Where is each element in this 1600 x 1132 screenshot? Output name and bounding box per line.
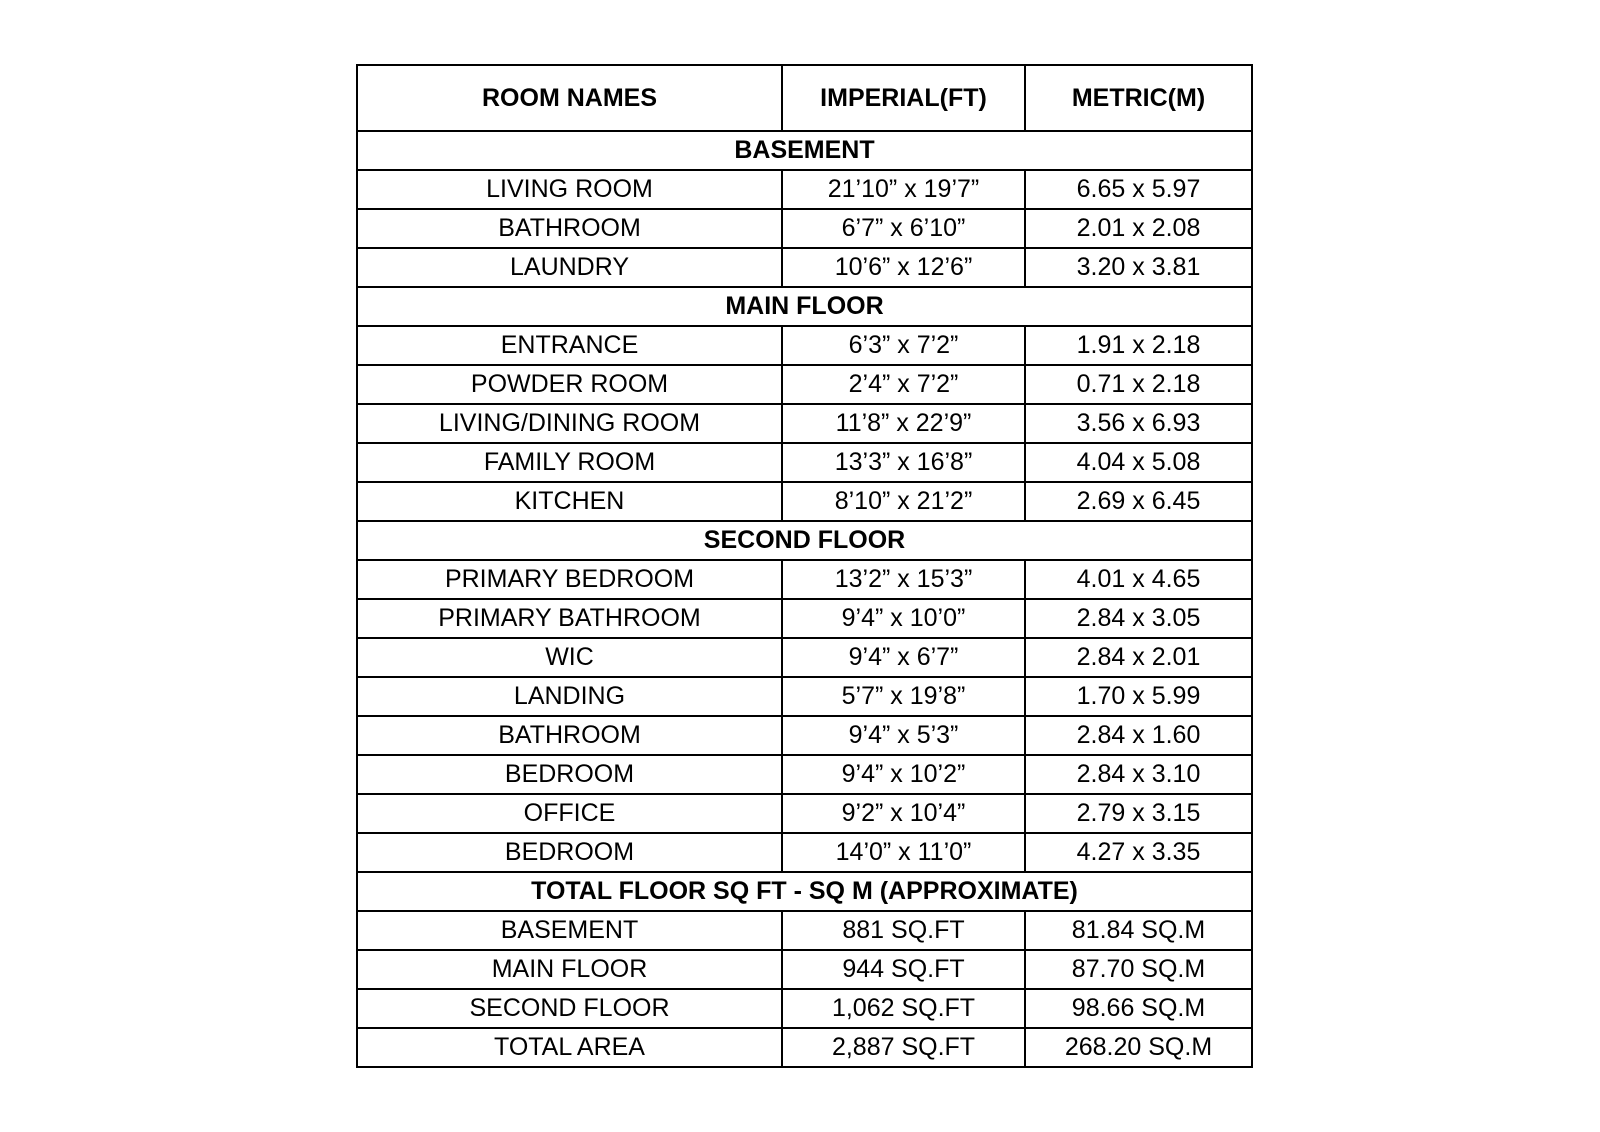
- room-name: POWDER ROOM: [357, 365, 782, 404]
- imperial-value: 13’2” x 15’3”: [782, 560, 1025, 599]
- room-name: BEDROOM: [357, 833, 782, 872]
- section-row-second-floor: [357, 521, 1252, 560]
- imperial-value: 13’3” x 16’8”: [782, 443, 1025, 482]
- imperial-value: 9’4” x 5’3”: [782, 716, 1025, 755]
- imperial-value: 10’6” x 12’6”: [782, 248, 1025, 287]
- table-row: [357, 950, 1252, 989]
- imperial-value: 881 SQ.FT: [782, 911, 1025, 950]
- section-title: SECOND FLOOR: [357, 521, 1252, 560]
- imperial-value: 2’4” x 7’2”: [782, 365, 1025, 404]
- room-name: BATHROOM: [357, 716, 782, 755]
- metric-value: 0.71 x 2.18: [1025, 365, 1252, 404]
- metric-value: 268.20 SQ.M: [1025, 1028, 1252, 1067]
- header-metric: METRIC(M): [1025, 65, 1252, 131]
- table-row: [357, 677, 1252, 716]
- imperial-value: 6’3” x 7’2”: [782, 326, 1025, 365]
- metric-value: 3.20 x 3.81: [1025, 248, 1252, 287]
- metric-value: 1.91 x 2.18: [1025, 326, 1252, 365]
- section-title: MAIN FLOOR: [357, 287, 1252, 326]
- metric-value: 2.69 x 6.45: [1025, 482, 1252, 521]
- metric-value: 2.79 x 3.15: [1025, 794, 1252, 833]
- room-name: LIVING ROOM: [357, 170, 782, 209]
- section-row-main-floor: [357, 287, 1252, 326]
- room-name: SECOND FLOOR: [357, 989, 782, 1028]
- room-name: PRIMARY BEDROOM: [357, 560, 782, 599]
- metric-value: 2.84 x 2.01: [1025, 638, 1252, 677]
- imperial-value: 9’4” x 10’2”: [782, 755, 1025, 794]
- table-row: [357, 170, 1252, 209]
- imperial-value: 9’4” x 10’0”: [782, 599, 1025, 638]
- header-room-names: ROOM NAMES: [357, 65, 782, 131]
- metric-value: 6.65 x 5.97: [1025, 170, 1252, 209]
- table-row: [357, 599, 1252, 638]
- room-name: PRIMARY BATHROOM: [357, 599, 782, 638]
- section-row-totals: [357, 872, 1252, 911]
- room-name: WIC: [357, 638, 782, 677]
- metric-value: 4.01 x 4.65: [1025, 560, 1252, 599]
- room-name: BASEMENT: [357, 911, 782, 950]
- room-dimensions-table: [356, 64, 1253, 1068]
- table-row: [357, 716, 1252, 755]
- metric-value: 2.01 x 2.08: [1025, 209, 1252, 248]
- room-name: OFFICE: [357, 794, 782, 833]
- metric-value: 1.70 x 5.99: [1025, 677, 1252, 716]
- imperial-value: 5’7” x 19’8”: [782, 677, 1025, 716]
- imperial-value: 21’10” x 19’7”: [782, 170, 1025, 209]
- table-row: [357, 1028, 1252, 1067]
- room-name: LAUNDRY: [357, 248, 782, 287]
- table-row: [357, 794, 1252, 833]
- room-name: TOTAL AREA: [357, 1028, 782, 1067]
- table-row: [357, 209, 1252, 248]
- room-name: KITCHEN: [357, 482, 782, 521]
- room-name: MAIN FLOOR: [357, 950, 782, 989]
- table-row: [357, 638, 1252, 677]
- imperial-value: 6’7” x 6’10”: [782, 209, 1025, 248]
- table-row: [357, 248, 1252, 287]
- metric-value: 3.56 x 6.93: [1025, 404, 1252, 443]
- metric-value: 2.84 x 3.10: [1025, 755, 1252, 794]
- table-row: [357, 404, 1252, 443]
- table-row: [357, 833, 1252, 872]
- section-title: BASEMENT: [357, 131, 1252, 170]
- imperial-value: 14’0” x 11’0”: [782, 833, 1025, 872]
- metric-value: 2.84 x 3.05: [1025, 599, 1252, 638]
- metric-value: 2.84 x 1.60: [1025, 716, 1252, 755]
- table-row: [357, 911, 1252, 950]
- metric-value: 4.27 x 3.35: [1025, 833, 1252, 872]
- room-name: BEDROOM: [357, 755, 782, 794]
- section-title: TOTAL FLOOR SQ FT - SQ M (APPROXIMATE): [357, 872, 1252, 911]
- room-name: LIVING/DINING ROOM: [357, 404, 782, 443]
- room-name: ENTRANCE: [357, 326, 782, 365]
- imperial-value: 944 SQ.FT: [782, 950, 1025, 989]
- imperial-value: 11’8” x 22’9”: [782, 404, 1025, 443]
- room-name: BATHROOM: [357, 209, 782, 248]
- table-row: [357, 326, 1252, 365]
- table-row: [357, 989, 1252, 1028]
- metric-value: 87.70 SQ.M: [1025, 950, 1252, 989]
- section-row-basement: [357, 131, 1252, 170]
- metric-value: 81.84 SQ.M: [1025, 911, 1252, 950]
- imperial-value: 1,062 SQ.FT: [782, 989, 1025, 1028]
- room-name: LANDING: [357, 677, 782, 716]
- table-row: [357, 755, 1252, 794]
- imperial-value: 8’10” x 21’2”: [782, 482, 1025, 521]
- room-name: FAMILY ROOM: [357, 443, 782, 482]
- imperial-value: 9’2” x 10’4”: [782, 794, 1025, 833]
- table-row: [357, 365, 1252, 404]
- imperial-value: 2,887 SQ.FT: [782, 1028, 1025, 1067]
- table-row: [357, 443, 1252, 482]
- header-imperial: IMPERIAL(FT): [782, 65, 1025, 131]
- table-row: [357, 482, 1252, 521]
- metric-value: 98.66 SQ.M: [1025, 989, 1252, 1028]
- imperial-value: 9’4” x 6’7”: [782, 638, 1025, 677]
- metric-value: 4.04 x 5.08: [1025, 443, 1252, 482]
- header-row: [357, 65, 1252, 131]
- table-row: [357, 560, 1252, 599]
